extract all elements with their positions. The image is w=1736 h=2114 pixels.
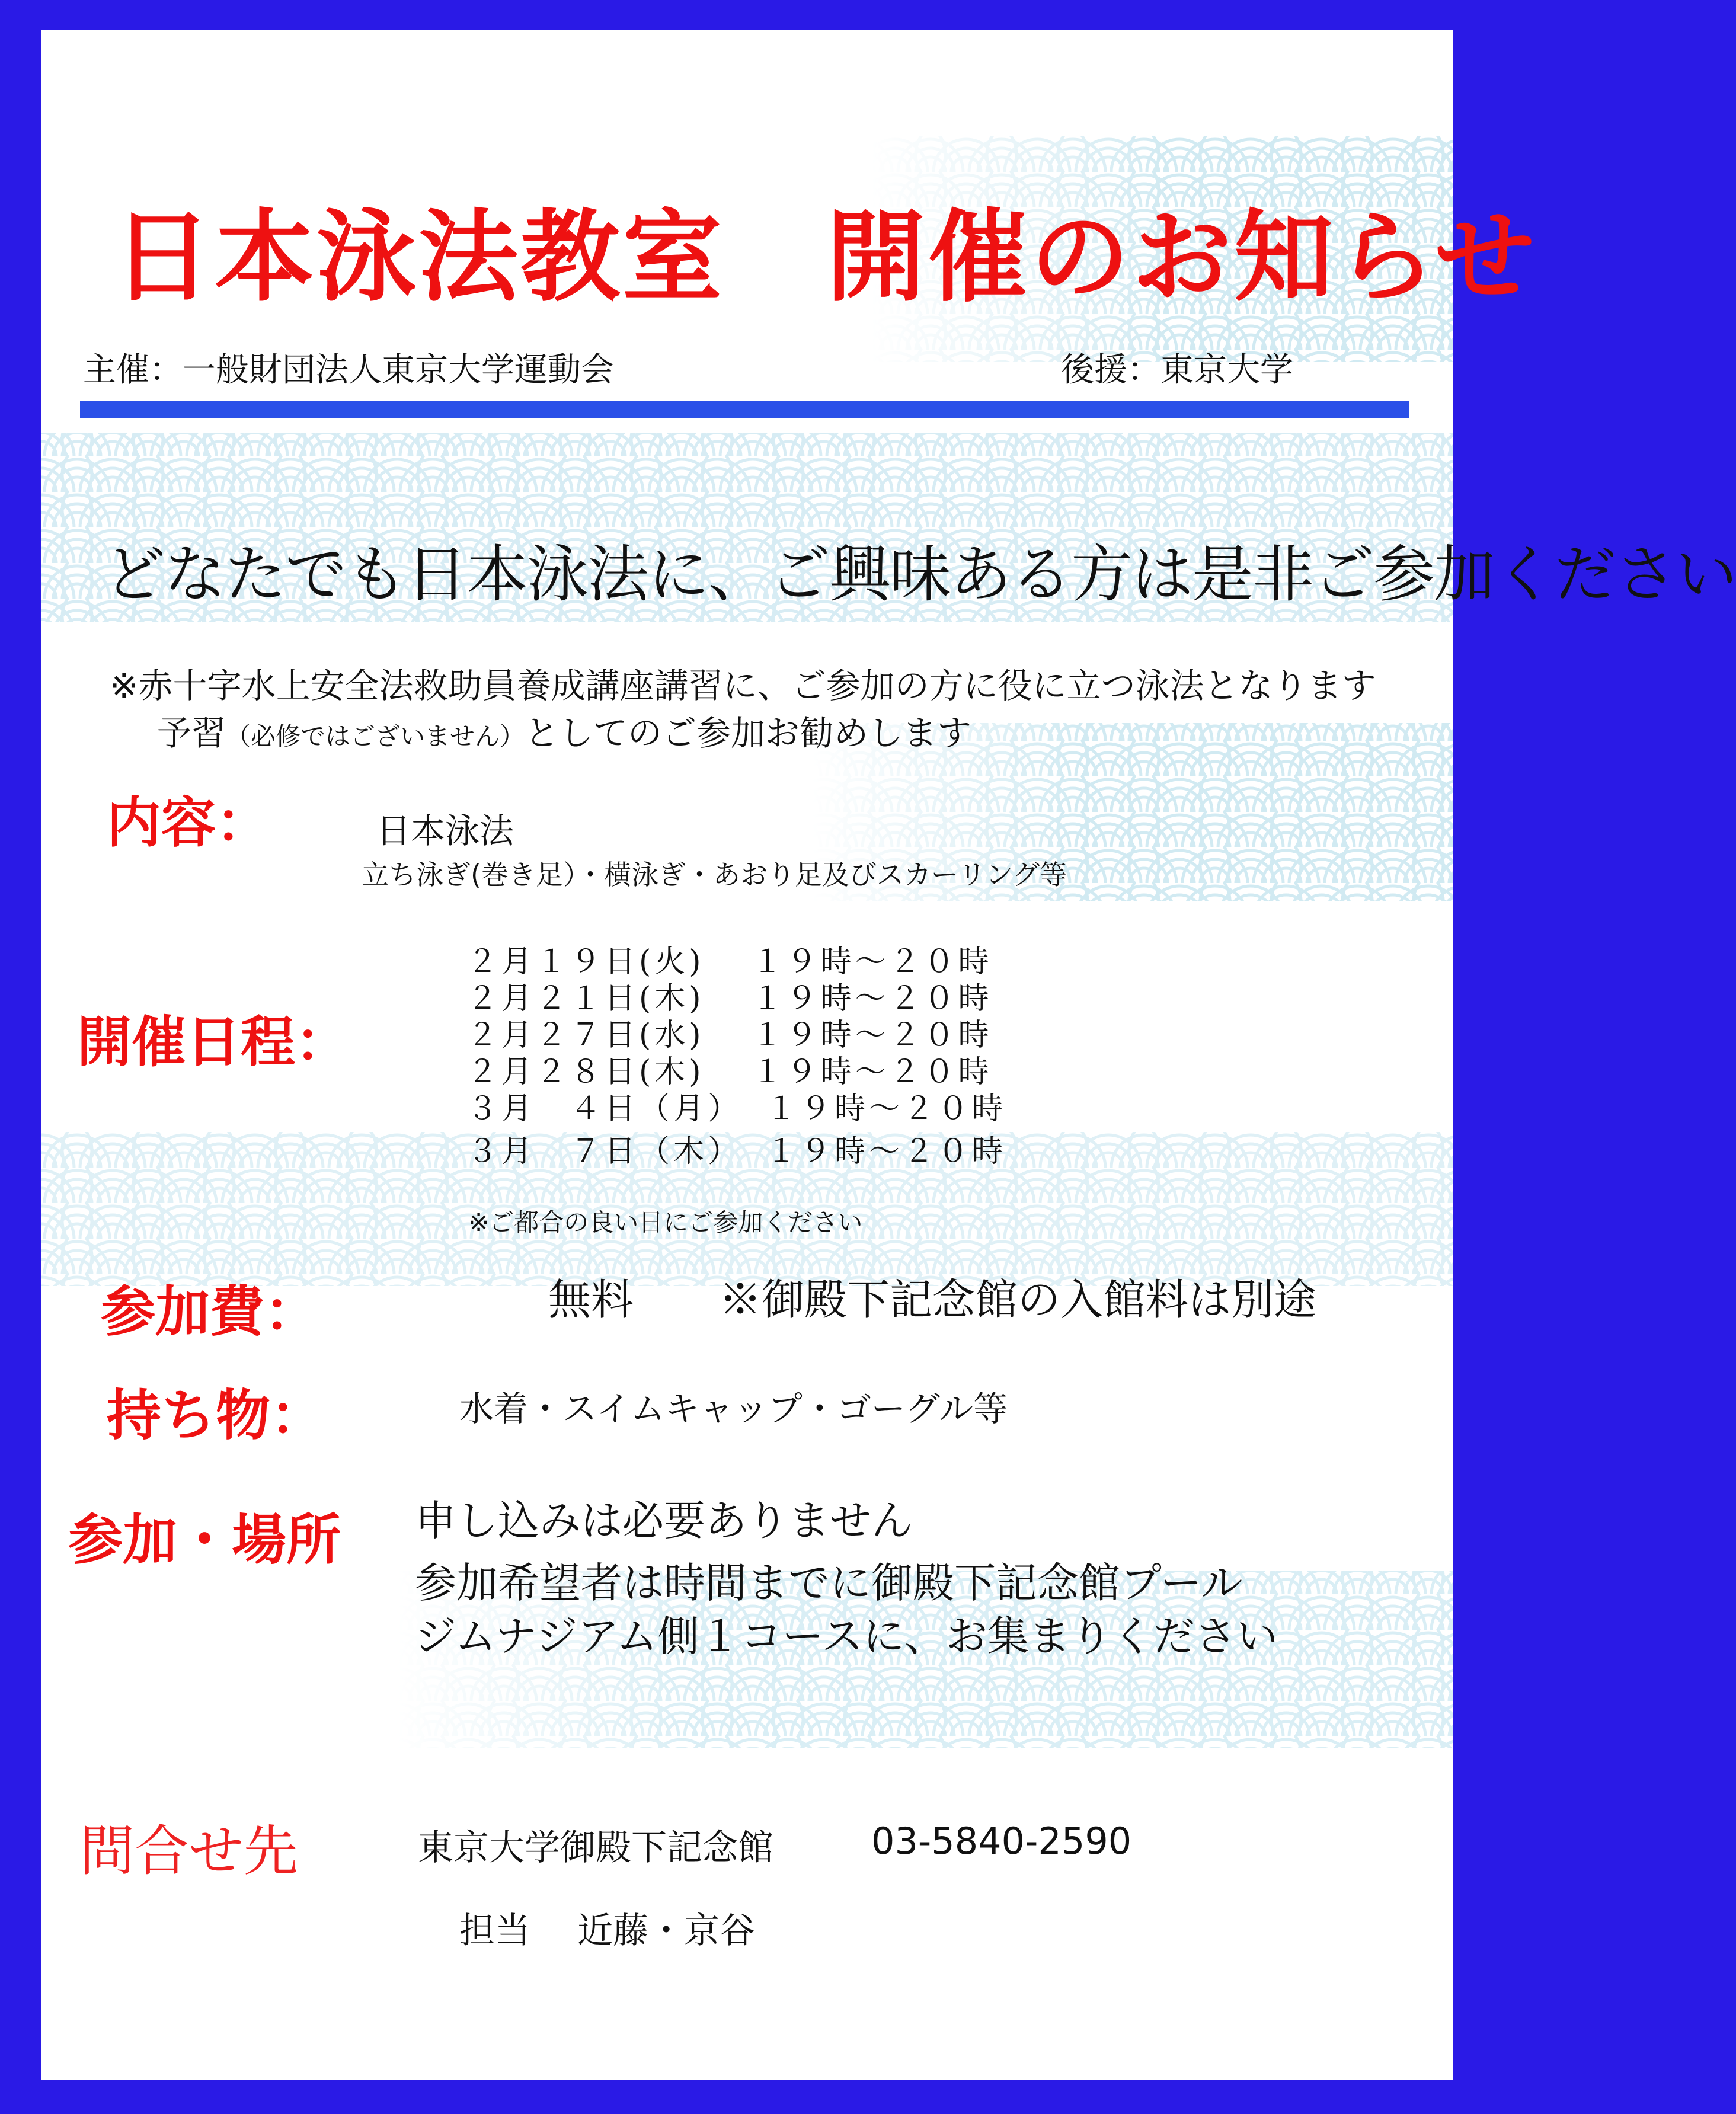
page-title: 日本泳法教室 開催のお知らせ [113,199,1537,315]
venue-line: 申し込みは必要ありません [415,1496,913,1545]
schedule-time: １９時～２０時 [752,1018,993,1053]
schedule-time: １９時～２０時 [766,1091,1007,1127]
contact-person: 担当 近藤・京谷 [459,1910,756,1952]
note-preparation [157,705,971,755]
schedule-date: ２月２１日(木) [467,981,705,1016]
schedule-date: ３月 ４日（月） [467,1091,743,1127]
fee-value: 無料 ※御殿下記念館の入館料は別途 [548,1275,1317,1325]
contact-place: 東京大学御殿下記念館 [418,1827,773,1869]
schedule-date: ２月２７日(水) [467,1018,705,1053]
schedule-time: １９時～２０時 [766,1134,1007,1169]
venue-label: 参加・場所 [68,1508,341,1572]
note-suffix: としてのご参加お勧めします [525,713,972,753]
sponsor-text: 後援：東京大学 [1061,351,1293,389]
schedule-row [467,1083,1006,1128]
bring-label: 持ち物： [107,1384,325,1447]
contact-phone: 03-5840-2590 [871,1819,1132,1863]
organizer-text: 主催：一般財団法人東京大学運動会 [83,351,614,389]
schedule-date: ２月１９日(火) [467,944,705,980]
header-divider [80,401,1409,418]
schedule-time: １９時～２０時 [752,981,993,1016]
headline: どなたでも日本泳法に、ご興味ある方は是非ご参加ください [104,538,1736,610]
content-detail: 立ち泳ぎ(巻き足）・横泳ぎ・あおり足及びスカーリング等 [362,859,1067,891]
fee-label: 参加費： [101,1280,319,1344]
note-small: （必修ではございません） [226,722,525,751]
schedule-date: ２月２８日(木) [467,1054,705,1090]
schedule-date: ３月 ７日（木） [467,1134,743,1169]
content-main: 日本泳法 [376,811,514,851]
venue-line: ジムナジアム側１コースに、お集まりください [415,1612,1278,1661]
venue-line: 参加希望者は時間までに御殿下記念館プール [415,1559,1243,1607]
bring-value: 水着・スイムキャップ・ゴーグル等 [459,1389,1008,1429]
schedule-time: １９時～２０時 [752,1054,993,1090]
flyer-page [41,30,1736,2080]
schedule-note: ※ご都合の良い日にご参加ください [468,1208,863,1237]
note-prefix: 予習 [157,713,226,753]
contact-label: 問合せ先 [80,1819,299,1883]
schedule-row [467,1126,1006,1170]
schedule-label: 開催日程： [77,1010,350,1074]
content-label: 内容： [107,791,271,855]
note-red-cross: ※赤十字水上安全法救助員養成講座講習に、ご参加の方に役に立つ泳法となります [110,666,1376,706]
schedule-time: １９時～２０時 [752,944,993,980]
